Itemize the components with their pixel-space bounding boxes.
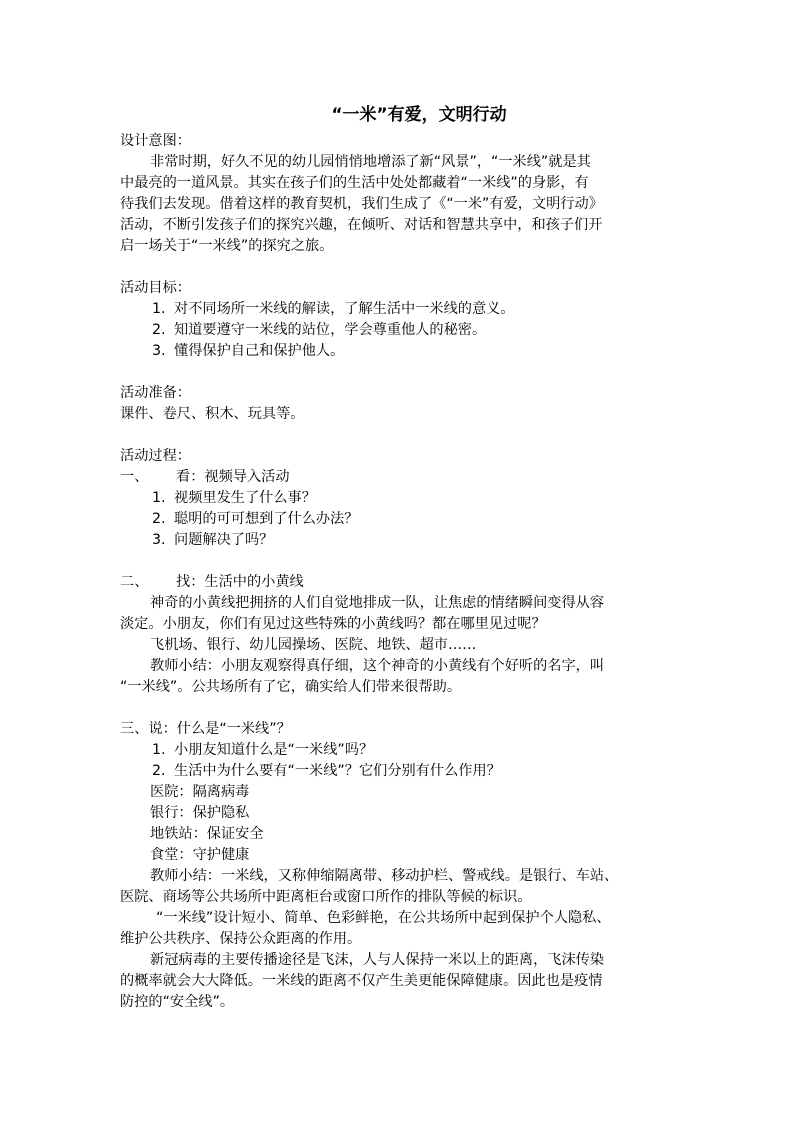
- section-number: 一、: [120, 469, 149, 485]
- design-intent-line: 非常时期，好久不见的幼儿园悄悄地增添了新“风景”，“一米线”就是其: [150, 154, 591, 170]
- question-number: 2.: [152, 511, 166, 527]
- question-text: 生活中为什么要有“一米线”？它们分别有什么作用？: [174, 763, 501, 779]
- question-text: 聪明的可可想到了什么办法？: [174, 511, 359, 527]
- design-intent-line: 中最亮的一道风景。其实在孩子们的生活中处处都藏着“一米线”的身影，有: [120, 175, 589, 191]
- section-2-line: “一米线”。公共场所有了它，确实给人们带来很帮助。: [120, 679, 462, 695]
- summary-line: 医院、商场等公共场所中距离柜台或窗口所作的排队等候的标识。: [120, 889, 532, 905]
- section-1-heading: [120, 467, 680, 488]
- goal-number: 3.: [152, 343, 166, 359]
- question-item: [120, 488, 680, 509]
- place-line: 食堂：守护健康: [150, 847, 250, 863]
- document-title: “一米”有爱，文明行动: [331, 105, 507, 125]
- section-number: 二、: [120, 574, 149, 590]
- process-heading: 活动过程：: [120, 448, 191, 464]
- document-body: [120, 103, 680, 1013]
- summary-line: 维护公共秩序、保持公众距离的作用。: [120, 931, 362, 947]
- section-title: 找：生活中的小黄线: [176, 574, 304, 590]
- question-text: 小朋友知道什么是“一米线”吗？: [174, 742, 374, 758]
- section-2-line: 淡定。小朋友，你们有见过这些特殊的小黄线吗？都在哪里见过呢？: [120, 616, 546, 632]
- design-intent-heading: 设计意图：: [120, 133, 191, 149]
- place-line: 医院：隔离病毒: [150, 784, 250, 800]
- summary-line: 新冠病毒的主要传播途径是飞沫，人与人保持一米以上的距离，飞沫传染: [150, 952, 605, 968]
- goal-item: [120, 299, 680, 320]
- place-line: 银行：保护隐私: [150, 805, 250, 821]
- goal-item: [120, 341, 680, 362]
- goal-text: 懂得保护自己和保护他人。: [174, 343, 345, 359]
- question-text: 问题解决了吗？: [174, 532, 274, 548]
- section-3-heading: 三、说：什么是“一米线”？: [120, 721, 291, 737]
- section-2-heading: [120, 572, 680, 593]
- summary-line: “一米线”设计短小、简单、色彩鲜艳，在公共场所中起到保护个人隐私、: [156, 910, 611, 926]
- prep-text: 课件、卷尺、积木、玩具等。: [120, 406, 305, 422]
- question-item: [120, 509, 680, 530]
- section-title: 看：视频导入活动: [176, 469, 290, 485]
- question-text: 视频里发生了什么事？: [174, 490, 316, 506]
- question-number: 1.: [152, 490, 166, 506]
- goal-item: [120, 320, 680, 341]
- question-item: [120, 740, 680, 761]
- section-2-line: 神奇的小黄线把拥挤的人们自觉地排成一队，让焦虑的情绪瞬间变得从容: [150, 595, 605, 611]
- goal-text: 对不同场所一米线的解读，了解生活中一米线的意义。: [174, 301, 515, 317]
- goals-heading: 活动目标：: [120, 280, 191, 296]
- design-intent-line: 待我们去发现。借着这样的教育契机，我们生成了《“一米”有爱，文明行动》: [120, 196, 603, 212]
- question-number: 2.: [152, 763, 166, 779]
- question-item: [120, 761, 680, 782]
- design-intent-line: 启一场关于“一米线”的探究之旅。: [120, 238, 334, 254]
- section-2-line: 飞机场、银行、幼儿园操场、医院、地铁、超市……: [150, 637, 477, 653]
- question-number: 1.: [152, 742, 166, 758]
- goal-number: 2.: [152, 322, 166, 338]
- goal-text: 知道要遵守一米线的站位，学会尊重他人的秘密。: [174, 322, 487, 338]
- summary-line: 防控的“安全线”。: [120, 994, 235, 1010]
- design-intent-line: 活动，不断引发孩子们的探究兴趣，在倾听、对话和智慧共享中，和孩子们开: [120, 217, 603, 233]
- summary-line: 教师小结：一米线，又称伸缩隔离带、移动护栏、警戒线。是银行、车站、: [150, 868, 619, 884]
- question-item: [120, 530, 680, 551]
- question-number: 3.: [152, 532, 166, 548]
- section-2-line: 教师小结：小朋友观察得真仔细，这个神奇的小黄线有个好听的名字，叫: [150, 658, 605, 674]
- summary-line: 的概率就会大大降低。一米线的距离不仅产生美更能保障健康。因此也是疫情: [120, 973, 603, 989]
- goal-number: 1.: [152, 301, 166, 317]
- place-line: 地铁站：保证安全: [150, 826, 264, 842]
- prep-heading: 活动准备：: [120, 385, 191, 401]
